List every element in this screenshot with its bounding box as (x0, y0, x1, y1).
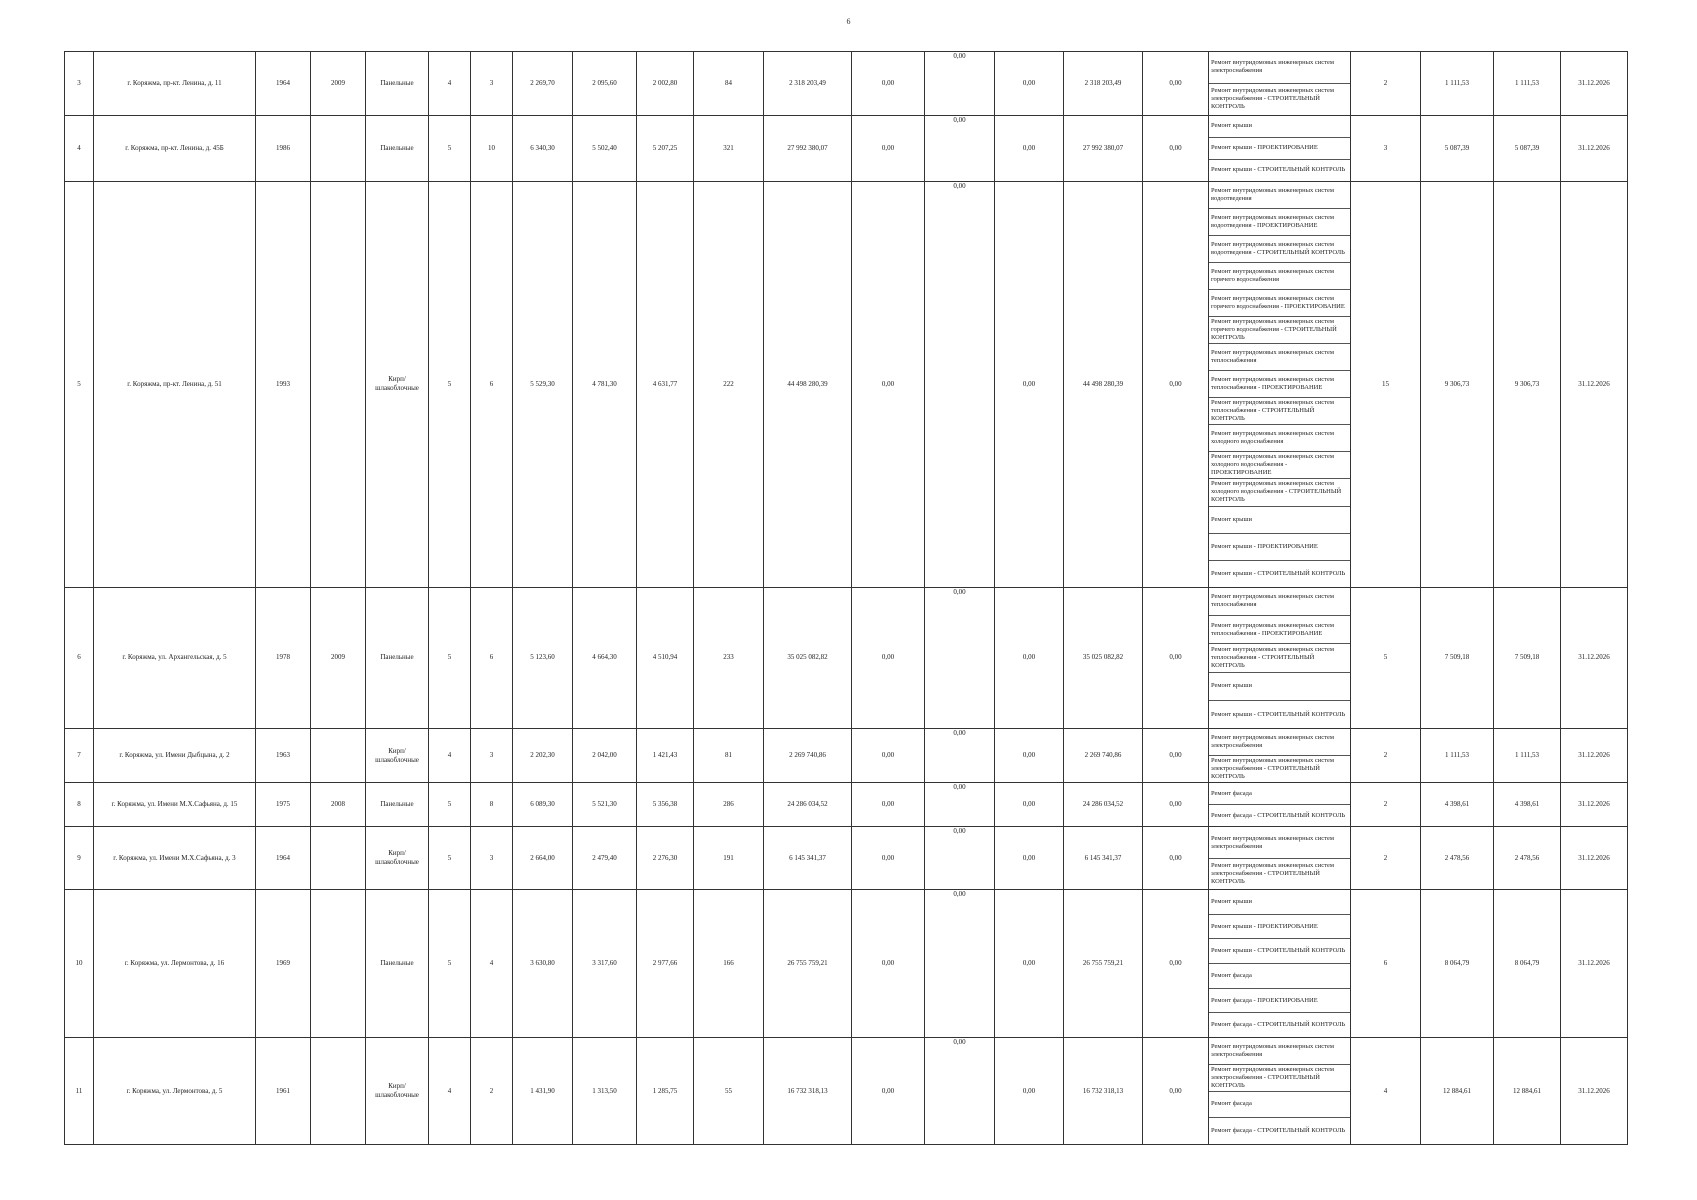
works-list (1209, 729, 1350, 782)
deadline-cell: 31.12.2026 (1561, 827, 1628, 890)
other-fund-cell: 0,00 (1143, 729, 1209, 783)
entrances-cell: 3 (471, 827, 513, 890)
deadline-cell: 31.12.2026 (1561, 783, 1628, 827)
year-built-cell: 1963 (256, 729, 311, 783)
works-list (1209, 182, 1350, 587)
total-cost-cell: 6 145 341,37 (764, 827, 852, 890)
year-built-cell: 1964 (256, 827, 311, 890)
address-cell: г. Коряжма, ул. Имени М.Х.Сафьяна, д. 3 (94, 827, 256, 890)
works-list-cell (1209, 729, 1351, 783)
row-number: 6 (65, 587, 94, 728)
address-cell: г. Коряжма, ул. Имени М.Х.Сафьяна, д. 15 (94, 783, 256, 827)
residents-cell: 81 (694, 729, 764, 783)
federal-fund-cell: 0,00 (852, 1038, 925, 1145)
premises-area-cell: 4 664,30 (573, 587, 637, 728)
residential-area-cell: 5 356,38 (637, 783, 694, 827)
works-list-cell (1209, 52, 1351, 116)
max-cost-cell: 5 087,39 (1494, 115, 1561, 181)
works-count-cell: 2 (1351, 52, 1421, 116)
entrances-cell: 8 (471, 783, 513, 827)
work-item: Ремонт внутридомовых инженерных систем электроснабжения - СТРОИТЕЛЬНЫЙ КОНТРОЛЬ (1209, 1065, 1350, 1092)
row-number: 11 (65, 1038, 94, 1145)
works-count-cell: 2 (1351, 827, 1421, 890)
owners-fund-cell: 16 732 318,13 (1064, 1038, 1143, 1145)
federal-fund-cell: 0,00 (852, 729, 925, 783)
year-overhaul-cell (311, 729, 366, 783)
max-cost-cell: 12 884,61 (1494, 1038, 1561, 1145)
local-fund-cell: 0,00 (995, 827, 1064, 890)
works-list-cell (1209, 181, 1351, 587)
works-list (1209, 588, 1350, 728)
regional-fund-cell: 0,00 (925, 1038, 995, 1145)
local-fund-cell: 0,00 (995, 729, 1064, 783)
works-list-cell (1209, 827, 1351, 890)
total-area-cell: 2 269,70 (513, 52, 573, 116)
federal-fund-cell: 0,00 (852, 115, 925, 181)
table-row (65, 52, 1628, 116)
wall-material-cell: Панельные (366, 890, 429, 1038)
residential-area-cell: 4 510,94 (637, 587, 694, 728)
residents-cell: 222 (694, 181, 764, 587)
total-cost-cell: 2 318 203,49 (764, 52, 852, 116)
premises-area-cell: 3 317,60 (573, 890, 637, 1038)
works-count-cell: 2 (1351, 783, 1421, 827)
work-item: Ремонт внутридомовых инженерных систем водоотведения - СТРОИТЕЛЬНЫЙ КОНТРОЛЬ (1209, 236, 1350, 263)
specific-cost-cell: 1 111,53 (1421, 729, 1494, 783)
residential-area-cell: 2 002,80 (637, 52, 694, 116)
regional-fund-cell: 0,00 (925, 52, 995, 116)
residents-cell: 321 (694, 115, 764, 181)
owners-fund-cell: 2 318 203,49 (1064, 52, 1143, 116)
total-cost-cell: 35 025 082,82 (764, 587, 852, 728)
premises-area-cell: 1 313,50 (573, 1038, 637, 1145)
specific-cost-cell: 8 064,79 (1421, 890, 1494, 1038)
year-overhaul-cell: 2009 (311, 587, 366, 728)
total-cost-cell: 44 498 280,39 (764, 181, 852, 587)
other-fund-cell: 0,00 (1143, 890, 1209, 1038)
deadline-cell: 31.12.2026 (1561, 52, 1628, 116)
regional-fund-cell: 0,00 (925, 783, 995, 827)
total-area-cell: 6 340,30 (513, 115, 573, 181)
wall-material-cell: Панельные (366, 52, 429, 116)
owners-fund-cell: 6 145 341,37 (1064, 827, 1143, 890)
federal-fund-cell: 0,00 (852, 890, 925, 1038)
table-row (65, 890, 1628, 1038)
works-list (1209, 1038, 1350, 1144)
work-item: Ремонт внутридомовых инженерных систем горячего водоснабжения - ПРОЕКТИРОВАНИЕ (1209, 290, 1350, 317)
works-list-cell (1209, 783, 1351, 827)
owners-fund-cell: 26 755 759,21 (1064, 890, 1143, 1038)
premises-area-cell: 2 042,00 (573, 729, 637, 783)
row-number: 10 (65, 890, 94, 1038)
federal-fund-cell: 0,00 (852, 587, 925, 728)
total-area-cell: 1 431,90 (513, 1038, 573, 1145)
row-number: 7 (65, 729, 94, 783)
total-area-cell: 6 089,30 (513, 783, 573, 827)
specific-cost-cell: 2 478,56 (1421, 827, 1494, 890)
max-cost-cell: 9 306,73 (1494, 181, 1561, 587)
floors-cell: 5 (429, 890, 471, 1038)
works-count-cell: 6 (1351, 890, 1421, 1038)
deadline-cell: 31.12.2026 (1561, 181, 1628, 587)
residents-cell: 55 (694, 1038, 764, 1145)
local-fund-cell: 0,00 (995, 115, 1064, 181)
works-count-cell: 15 (1351, 181, 1421, 587)
work-item: Ремонт внутридомовых инженерных систем электроснабжения - СТРОИТЕЛЬНЫЙ КОНТРОЛЬ (1211, 861, 1334, 885)
premises-area-cell: 4 781,30 (573, 181, 637, 587)
work-item: Ремонт внутридомовых инженерных систем электроснабжения (1209, 1038, 1350, 1065)
address-cell: г. Коряжма, ул. Архангельская, д. 5 (94, 587, 256, 728)
floors-cell: 5 (429, 181, 471, 587)
work-item: Ремонт внутридомовых инженерных систем горячего водоснабжения (1209, 263, 1350, 290)
local-fund-cell: 0,00 (995, 52, 1064, 116)
work-item: Ремонт фасада (1209, 964, 1350, 989)
address-cell: г. Коряжма, ул. Лермонтова, д. 5 (94, 1038, 256, 1145)
other-fund-cell: 0,00 (1143, 827, 1209, 890)
year-overhaul-cell (311, 181, 366, 587)
row-number: 8 (65, 783, 94, 827)
work-item: Ремонт крыши (1209, 890, 1350, 915)
owners-fund-cell: 44 498 280,39 (1064, 181, 1143, 587)
entrances-cell: 6 (471, 181, 513, 587)
deadline-cell: 31.12.2026 (1561, 587, 1628, 728)
work-item: Ремонт внутридомовых инженерных систем теплоснабжения - ПРОЕКТИРОВАНИЕ (1209, 371, 1350, 398)
work-item: Ремонт крыши (1209, 673, 1350, 701)
works-list-cell (1209, 115, 1351, 181)
work-item: Ремонт крыши (1209, 116, 1350, 138)
year-built-cell: 1993 (256, 181, 311, 587)
year-overhaul-cell (311, 1038, 366, 1145)
max-cost-cell: 4 398,61 (1494, 783, 1561, 827)
year-built-cell: 1986 (256, 115, 311, 181)
premises-area-cell: 5 521,30 (573, 783, 637, 827)
work-item: Ремонт крыши (1209, 507, 1350, 534)
total-area-cell: 3 630,80 (513, 890, 573, 1038)
year-overhaul-cell: 2009 (311, 52, 366, 116)
total-cost-cell: 26 755 759,21 (764, 890, 852, 1038)
specific-cost-cell: 12 884,61 (1421, 1038, 1494, 1145)
row-number: 4 (65, 115, 94, 181)
total-cost-cell: 2 269 740,86 (764, 729, 852, 783)
deadline-cell: 31.12.2026 (1561, 890, 1628, 1038)
max-cost-cell: 7 509,18 (1494, 587, 1561, 728)
works-list (1209, 890, 1350, 1037)
other-fund-cell: 0,00 (1143, 587, 1209, 728)
work-item: Ремонт фасада (1209, 1092, 1350, 1119)
residents-cell: 233 (694, 587, 764, 728)
premises-area-cell: 2 479,40 (573, 827, 637, 890)
local-fund-cell: 0,00 (995, 181, 1064, 587)
year-overhaul-cell (311, 115, 366, 181)
entrances-cell: 10 (471, 115, 513, 181)
residents-cell: 84 (694, 52, 764, 116)
other-fund-cell: 0,00 (1143, 52, 1209, 116)
wall-material-cell: Кирп/шлакоблочные (366, 729, 429, 783)
federal-fund-cell: 0,00 (852, 783, 925, 827)
works-list (1209, 52, 1350, 115)
owners-fund-cell: 27 992 380,07 (1064, 115, 1143, 181)
other-fund-cell: 0,00 (1143, 115, 1209, 181)
specific-cost-cell: 9 306,73 (1421, 181, 1494, 587)
works-list-cell (1209, 587, 1351, 728)
deadline-cell: 31.12.2026 (1561, 115, 1628, 181)
deadline-cell: 31.12.2026 (1561, 1038, 1628, 1145)
works-list-cell (1209, 890, 1351, 1038)
max-cost-cell: 1 111,53 (1494, 729, 1561, 783)
max-cost-cell: 8 064,79 (1494, 890, 1561, 1038)
wall-material-cell: Панельные (366, 783, 429, 827)
work-item: Ремонт крыши - СТРОИТЕЛЬНЫЙ КОНТРОЛЬ (1209, 939, 1350, 964)
address-cell: г. Коряжма, ул. Лермонтова, д. 16 (94, 890, 256, 1038)
regional-fund-cell: 0,00 (925, 181, 995, 587)
residential-area-cell: 1 285,75 (637, 1038, 694, 1145)
max-cost-cell: 2 478,56 (1494, 827, 1561, 890)
federal-fund-cell: 0,00 (852, 52, 925, 116)
residential-area-cell: 4 631,77 (637, 181, 694, 587)
entrances-cell: 6 (471, 587, 513, 728)
page-number: 6 (846, 17, 851, 26)
address-cell: г. Коряжма, ул. Имени Дыбцына, д. 2 (94, 729, 256, 783)
local-fund-cell: 0,00 (995, 783, 1064, 827)
year-built-cell: 1978 (256, 587, 311, 728)
specific-cost-cell: 1 111,53 (1421, 52, 1494, 116)
total-cost-cell: 16 732 318,13 (764, 1038, 852, 1145)
works-list (1209, 827, 1350, 889)
work-item: Ремонт внутридомовых инженерных систем теплоснабжения - СТРОИТЕЛЬНЫЙ КОНТРОЛЬ (1209, 398, 1350, 425)
local-fund-cell: 0,00 (995, 890, 1064, 1038)
entrances-cell: 3 (471, 729, 513, 783)
work-item: Ремонт внутридомовых инженерных систем электроснабжения (1209, 52, 1350, 84)
entrances-cell: 4 (471, 890, 513, 1038)
residential-area-cell: 5 207,25 (637, 115, 694, 181)
year-overhaul-cell: 2008 (311, 783, 366, 827)
residents-cell: 286 (694, 783, 764, 827)
max-cost-cell: 1 111,53 (1494, 52, 1561, 116)
regional-fund-cell: 0,00 (925, 115, 995, 181)
table-row (65, 587, 1628, 728)
work-item: Ремонт внутридомовых инженерных систем теплоснабжения - ПРОЕКТИРОВАНИЕ (1209, 616, 1350, 644)
specific-cost-cell: 5 087,39 (1421, 115, 1494, 181)
owners-fund-cell: 35 025 082,82 (1064, 587, 1143, 728)
work-item: Ремонт внутридомовых инженерных систем теплоснабжения (1209, 588, 1350, 616)
federal-fund-cell: 0,00 (852, 827, 925, 890)
premises-area-cell: 5 502,40 (573, 115, 637, 181)
total-cost-cell: 27 992 380,07 (764, 115, 852, 181)
work-item: Ремонт внутридомовых инженерных систем теплоснабжения - СТРОИТЕЛЬНЫЙ КОНТРОЛЬ (1209, 644, 1350, 672)
regional-fund-cell: 0,00 (925, 827, 995, 890)
floors-cell: 4 (429, 52, 471, 116)
work-item: Ремонт крыши - СТРОИТЕЛЬНЫЙ КОНТРОЛЬ (1211, 569, 1346, 577)
work-item: Ремонт фасада - СТРОИТЕЛЬНЫЙ КОНТРОЛЬ (1211, 1127, 1346, 1135)
total-cost-cell: 24 286 034,52 (764, 783, 852, 827)
works-count-cell: 3 (1351, 115, 1421, 181)
work-item: Ремонт крыши - ПРОЕКТИРОВАНИЕ (1209, 915, 1350, 940)
wall-material-cell: Панельные (366, 115, 429, 181)
entrances-cell: 3 (471, 52, 513, 116)
table-row (65, 827, 1628, 890)
residential-area-cell: 2 977,66 (637, 890, 694, 1038)
works-list-cell (1209, 1038, 1351, 1145)
address-cell: г. Коряжма, пр-кт. Ленина, д. 51 (94, 181, 256, 587)
floors-cell: 5 (429, 783, 471, 827)
work-item: Ремонт внутридомовых инженерных систем водоотведения - ПРОЕКТИРОВАНИЕ (1209, 209, 1350, 236)
wall-material-cell: Кирп/шлакоблочные (366, 181, 429, 587)
total-area-cell: 5 123,60 (513, 587, 573, 728)
regional-fund-cell: 0,00 (925, 729, 995, 783)
year-overhaul-cell (311, 890, 366, 1038)
address-cell: г. Коряжма, пр-кт. Ленина, д. 45Б (94, 115, 256, 181)
work-item: Ремонт крыши - ПРОЕКТИРОВАНИЕ (1209, 138, 1350, 160)
local-fund-cell: 0,00 (995, 587, 1064, 728)
work-item: Ремонт внутридомовых инженерных систем электроснабжения (1209, 827, 1350, 858)
owners-fund-cell: 2 269 740,86 (1064, 729, 1143, 783)
owners-fund-cell: 24 286 034,52 (1064, 783, 1143, 827)
floors-cell: 4 (429, 1038, 471, 1145)
address-cell: г. Коряжма, пр-кт. Ленина, д. 11 (94, 52, 256, 116)
deadline-cell: 31.12.2026 (1561, 729, 1628, 783)
works-count-cell: 5 (1351, 587, 1421, 728)
work-item: Ремонт фасада (1209, 783, 1350, 805)
row-number: 3 (65, 52, 94, 116)
regional-fund-cell: 0,00 (925, 890, 995, 1038)
local-fund-cell: 0,00 (995, 1038, 1064, 1145)
work-item: Ремонт внутридомовых инженерных систем водоотведения (1209, 182, 1350, 209)
works-count-cell: 2 (1351, 729, 1421, 783)
works-list (1209, 783, 1350, 826)
residential-area-cell: 2 276,30 (637, 827, 694, 890)
table-row (65, 729, 1628, 783)
specific-cost-cell: 4 398,61 (1421, 783, 1494, 827)
row-number: 9 (65, 827, 94, 890)
year-overhaul-cell (311, 827, 366, 890)
works-count-cell: 4 (1351, 1038, 1421, 1145)
work-item: Ремонт крыши - СТРОИТЕЛЬНЫЙ КОНТРОЛЬ (1211, 710, 1346, 718)
work-item: Ремонт внутридомовых инженерных систем холодного водоснабжения - СТРОИТЕЛЬНЫЙ КОНТРОЛЬ (1209, 479, 1350, 506)
wall-material-cell: Кирп/шлакоблочные (366, 827, 429, 890)
wall-material-cell: Панельные (366, 587, 429, 728)
table-row (65, 115, 1628, 181)
work-item: Ремонт внутридомовых инженерных систем горячего водоснабжения - СТРОИТЕЛЬНЫЙ КОНТРОЛЬ (1209, 317, 1350, 344)
other-fund-cell: 0,00 (1143, 783, 1209, 827)
entrances-cell: 2 (471, 1038, 513, 1145)
other-fund-cell: 0,00 (1143, 1038, 1209, 1145)
table-row (65, 1038, 1628, 1145)
other-fund-cell: 0,00 (1143, 181, 1209, 587)
premises-area-cell: 2 095,60 (573, 52, 637, 116)
year-built-cell: 1964 (256, 52, 311, 116)
total-area-cell: 5 529,30 (513, 181, 573, 587)
year-built-cell: 1969 (256, 890, 311, 1038)
federal-fund-cell: 0,00 (852, 181, 925, 587)
work-item: Ремонт фасада - ПРОЕКТИРОВАНИЕ (1209, 989, 1350, 1014)
work-item: Ремонт внутридомовых инженерных систем холодного водоснабжения - ПРОЕКТИРОВАНИЕ (1209, 452, 1350, 479)
work-item: Ремонт внутридомовых инженерных систем теплоснабжения (1209, 344, 1350, 371)
floors-cell: 5 (429, 587, 471, 728)
table-row (65, 783, 1628, 827)
regional-fund-cell: 0,00 (925, 587, 995, 728)
specific-cost-cell: 7 509,18 (1421, 587, 1494, 728)
work-item: Ремонт внутридомовых инженерных систем электроснабжения - СТРОИТЕЛЬНЫЙ КОНТРОЛЬ (1211, 757, 1334, 781)
work-item: Ремонт крыши - СТРОИТЕЛЬНЫЙ КОНТРОЛЬ (1211, 166, 1346, 174)
wall-material-cell: Кирп/шлакоблочные (366, 1038, 429, 1145)
row-number: 5 (65, 181, 94, 587)
total-area-cell: 2 202,30 (513, 729, 573, 783)
overhaul-register-table (64, 51, 1628, 1145)
floors-cell: 5 (429, 115, 471, 181)
floors-cell: 5 (429, 827, 471, 890)
total-area-cell: 2 664,00 (513, 827, 573, 890)
work-item: Ремонт фасада - СТРОИТЕЛЬНЫЙ КОНТРОЛЬ (1211, 811, 1346, 819)
work-item: Ремонт крыши - ПРОЕКТИРОВАНИЕ (1209, 534, 1350, 561)
residents-cell: 191 (694, 827, 764, 890)
residents-cell: 166 (694, 890, 764, 1038)
work-item: Ремонт фасада - СТРОИТЕЛЬНЫЙ КОНТРОЛЬ (1211, 1021, 1346, 1029)
residential-area-cell: 1 421,43 (637, 729, 694, 783)
floors-cell: 4 (429, 729, 471, 783)
year-built-cell: 1975 (256, 783, 311, 827)
work-item: Ремонт внутридомовых инженерных систем электроснабжения (1209, 729, 1350, 756)
work-item: Ремонт внутридомовых инженерных систем электроснабжения - СТРОИТЕЛЬНЫЙ КОНТРОЛЬ (1211, 87, 1334, 111)
work-item: Ремонт внутридомовых инженерных систем холодного водоснабжения (1209, 425, 1350, 452)
table-row (65, 181, 1628, 587)
year-built-cell: 1961 (256, 1038, 311, 1145)
works-list (1209, 116, 1350, 181)
